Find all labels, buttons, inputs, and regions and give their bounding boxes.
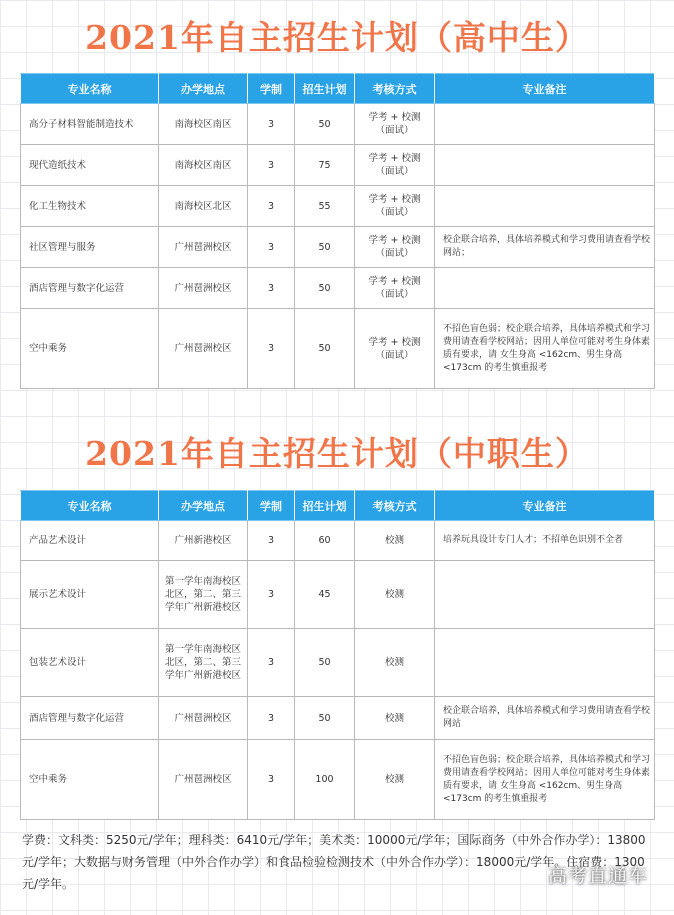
- major-note: [435, 145, 655, 186]
- years: 3: [248, 629, 295, 697]
- exam-method: 校测: [355, 740, 435, 820]
- header-years: 学制: [248, 491, 295, 521]
- years: 3: [248, 697, 295, 740]
- exam-method: 校测: [355, 697, 435, 740]
- major-note: 校企联合培养，具体培养模式和学习费用请查看学校网站；: [435, 227, 655, 268]
- table-row: [21, 104, 655, 145]
- exam-method: 学考 + 校测 （面试）: [355, 186, 435, 227]
- years: 3: [248, 740, 295, 820]
- table-row: [21, 145, 655, 186]
- major-name: 产品艺术设计: [21, 521, 159, 561]
- header-plan: 招生计划: [295, 74, 355, 104]
- campus: 广州琶洲校区: [159, 697, 248, 740]
- plan-count: 50: [295, 697, 355, 740]
- campus: 南海校区北区: [159, 186, 248, 227]
- table-row: [21, 227, 655, 268]
- plan-count: 45: [295, 561, 355, 629]
- header-campus: 办学地点: [159, 74, 248, 104]
- plan-count: 50: [295, 104, 355, 145]
- years: 3: [248, 145, 295, 186]
- major-name: 空中乘务: [21, 740, 159, 820]
- campus: 广州琶洲校区: [159, 740, 248, 820]
- major-name: 酒店管理与数字化运营: [21, 697, 159, 740]
- major-note: [435, 186, 655, 227]
- table-row: [21, 629, 655, 697]
- years: 3: [248, 104, 295, 145]
- major-note: 不招色盲色弱；校企联合培养，具体培养模式和学习费用请查看学校网站；因用人单位可能对考生身体素质有要求，请 女生身高 <162cm、男生身高 <173cm 的考生慎重报考: [435, 740, 655, 820]
- header-major: 专业名称: [21, 74, 159, 104]
- years: 3: [248, 561, 295, 629]
- years: 3: [248, 186, 295, 227]
- campus: 第一学年南海校区北区，第二、第三学年广州新港校区: [159, 629, 248, 697]
- major-name: 空中乘务: [21, 309, 159, 389]
- campus: 广州琶洲校区: [159, 309, 248, 389]
- table-row: [21, 186, 655, 227]
- exam-method: 校测: [355, 521, 435, 561]
- plan-count: 50: [295, 629, 355, 697]
- plan-count: 60: [295, 521, 355, 561]
- header-exam: 考核方式: [355, 491, 435, 521]
- major-note: [435, 104, 655, 145]
- years: 3: [248, 227, 295, 268]
- major-note: 不招色盲色弱；校企联合培养，具体培养模式和学习费用请查看学校网站；因用人单位可能对考生身体素质有要求，请 女生身高 <162cm、男生身高 <173cm 的考生慎重报考: [435, 309, 655, 389]
- major-note: 校企联合培养，具体培养模式和学习费用请查看学校网站: [435, 697, 655, 740]
- years: 3: [248, 268, 295, 309]
- source-watermark: 高考直通车: [547, 865, 648, 887]
- exam-method: 学考 + 校测 （面试）: [355, 268, 435, 309]
- major-name: 高分子材料智能制造技术: [21, 104, 159, 145]
- header-note: 专业备注: [435, 74, 655, 104]
- header-years: 学制: [248, 74, 295, 104]
- plan-count: 50: [295, 309, 355, 389]
- table-row: [21, 740, 655, 820]
- campus: 南海校区南区: [159, 104, 248, 145]
- campus: 广州琶洲校区: [159, 268, 248, 309]
- campus: 广州新港校区: [159, 521, 248, 561]
- major-note: [435, 268, 655, 309]
- major-name: 化工生物技术: [21, 186, 159, 227]
- page-title-high-school: 2021年自主招生计划（高中生）: [85, 18, 589, 57]
- major-name: 酒店管理与数字化运营: [21, 268, 159, 309]
- major-name: 现代造纸技术: [21, 145, 159, 186]
- plan-count: 50: [295, 227, 355, 268]
- campus: 南海校区南区: [159, 145, 248, 186]
- major-note: [435, 561, 655, 629]
- page-title-vocational: 2021年自主招生计划（中职生）: [85, 434, 589, 473]
- plan-count: 50: [295, 268, 355, 309]
- table-row: [21, 521, 655, 561]
- campus: 广州琶洲校区: [159, 227, 248, 268]
- table-row: [21, 697, 655, 740]
- exam-method: 校测: [355, 629, 435, 697]
- exam-method: 学考 + 校测 （面试）: [355, 227, 435, 268]
- table-row: [21, 561, 655, 629]
- header-note: 专业备注: [435, 491, 655, 521]
- high-school-plan-table: [20, 73, 655, 389]
- header-exam: 考核方式: [355, 74, 435, 104]
- years: 3: [248, 309, 295, 389]
- table-header-row: [21, 74, 655, 104]
- campus: 第一学年南海校区北区，第二、第三学年广州新港校区: [159, 561, 248, 629]
- header-plan: 招生计划: [295, 491, 355, 521]
- exam-method: 学考 + 校测 （面试）: [355, 309, 435, 389]
- table-row: [21, 309, 655, 389]
- header-major: 专业名称: [21, 491, 159, 521]
- vocational-plan-table: [20, 490, 655, 820]
- major-note: [435, 629, 655, 697]
- years: 3: [248, 521, 295, 561]
- major-name: 展示艺术设计: [21, 561, 159, 629]
- tuition-fee-note: 学费：文科类：5250元/学年；理科类：6410元/学年；美术类：10000元/学年；国际商务（中外合作办学）：13800元/学年；大数据与财务管理（中外合作办学）和食品检验检测技术（中外合作办学）：18000元/学年。住宿费：1300元/学年。: [22, 833, 646, 891]
- table-row: [21, 268, 655, 309]
- exam-method: 校测: [355, 561, 435, 629]
- exam-method: 学考 + 校测 （面试）: [355, 104, 435, 145]
- exam-method: 学考 + 校测 （面试）: [355, 145, 435, 186]
- table-header-row: [21, 491, 655, 521]
- major-name: 包装艺术设计: [21, 629, 159, 697]
- plan-count: 55: [295, 186, 355, 227]
- plan-count: 100: [295, 740, 355, 820]
- plan-count: 75: [295, 145, 355, 186]
- major-note: 培养玩具设计专门人才；不招单色识别不全者: [435, 521, 655, 561]
- major-name: 社区管理与服务: [21, 227, 159, 268]
- header-campus: 办学地点: [159, 491, 248, 521]
